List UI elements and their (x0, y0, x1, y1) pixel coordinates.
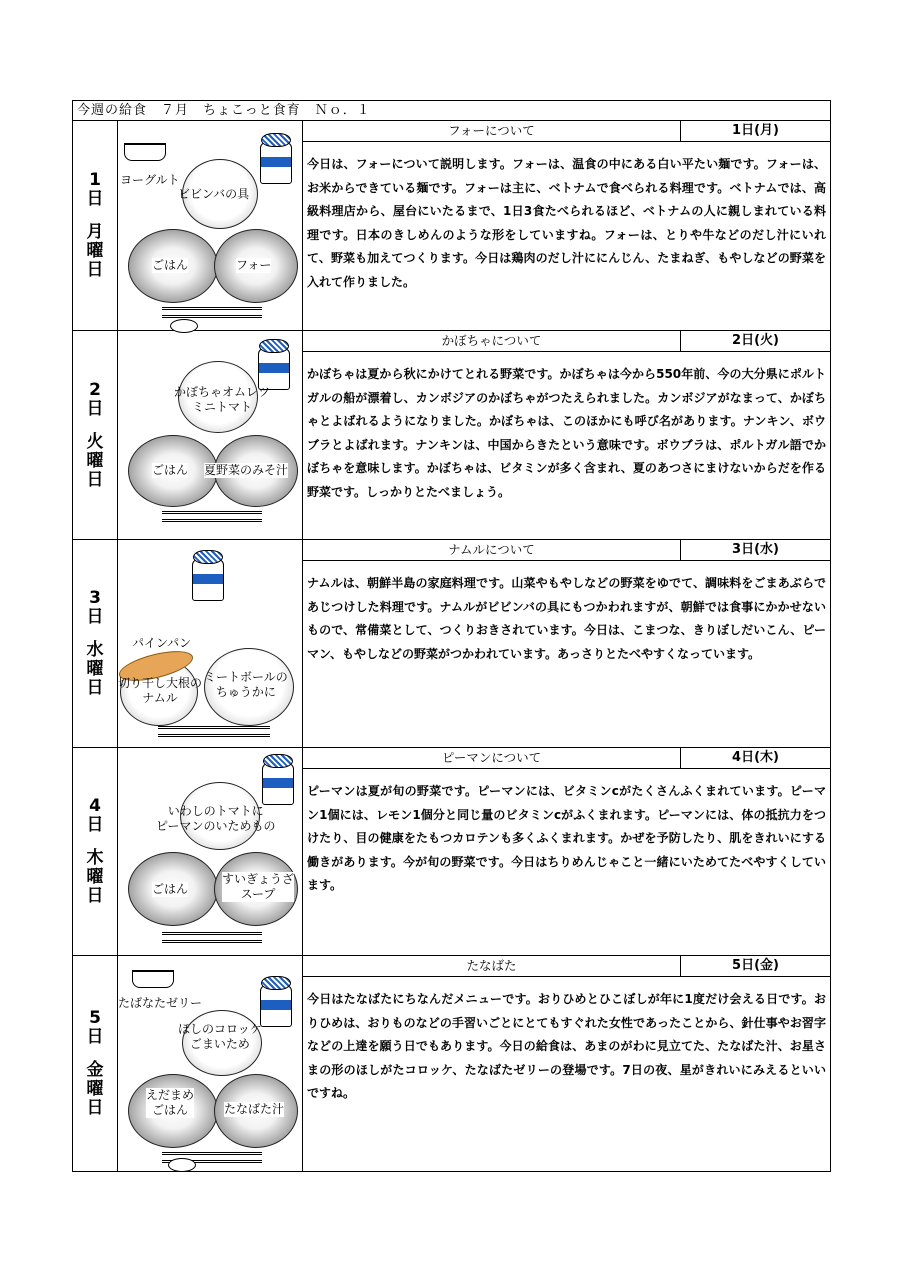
meal-illustration (118, 540, 303, 747)
menu-rice: ごはん (152, 882, 189, 896)
day-label (73, 121, 118, 330)
topic-date: 1日(月) (732, 123, 779, 138)
menu-side: かぼちゃオムレツ ミニトマト (174, 385, 271, 414)
weekday-char: 曜 (86, 659, 104, 679)
note-panel (303, 331, 830, 539)
menu-rice: ごはん (152, 258, 189, 272)
day-number: 5 (89, 1008, 101, 1028)
menu-extra: たばなたゼリー (118, 996, 203, 1010)
weekday-char: 月 (86, 222, 104, 242)
weekday-char: 日 (86, 886, 104, 906)
milk-bottle-icon (262, 754, 294, 806)
note-panel (303, 956, 830, 1171)
jelly-cup-icon (132, 970, 174, 988)
topic-bar (303, 331, 830, 352)
day-number: 2 (89, 379, 101, 400)
yogurt-cup-icon (124, 143, 166, 161)
milk-bottle-icon (260, 133, 292, 185)
weekday-char: 水 (86, 640, 104, 660)
menu-side: ほしのコロッケ ごまいため (178, 1022, 262, 1051)
menu-soup: すいぎょうざ スープ (222, 872, 295, 901)
spoon-icon (168, 1158, 196, 1172)
note-panel (303, 540, 830, 747)
topic-date: 2日(火) (732, 333, 779, 348)
weekday-char: 日 (86, 260, 104, 280)
menu-soup: たなばた汁 (224, 1102, 285, 1116)
topic-text: ピーマンは夏が旬の野菜です。ピーマンには、ビタミンcがたくさんふくまれています。ピーマン1個には、レモン1個分と同じ量のビタミンcがふくまれます。ピーマンには、体の抵抗力をつけたり、目の健康をたもつカロテンも多くふくまれます。かぜを予防したり、肌をきれいにする働きがあります。今が旬の野菜です。今日はちりめんじゃこと一緒にいためてたべやすくしています。 (307, 784, 826, 892)
menu-soup: 夏野菜のみそ汁 (204, 463, 289, 477)
day-unit: 日 (86, 815, 104, 835)
topic-date: 4日(木) (732, 750, 779, 765)
day-unit: 日 (86, 1027, 104, 1047)
chopsticks-icon (162, 519, 262, 522)
note-panel (303, 748, 830, 955)
meal-illustration (118, 121, 303, 330)
topic-text: かぼちゃは夏から秋にかけてとれる野菜です。かぼちゃは今から550年前、今の大分県にポルトガルの船が漂着し、カンボジアのかぼちゃがつたえられました。カンボジアがなまって、かぼちゃとよばれるようになりました。かぼちゃは、このほかにも呼び名があります。ナンキン、ボウブラとよばれます。ナンキンは、中国からきたという意味です。ボウブラは、ポルトガル語でかぼちゃを意味します。かぼちゃは、ビタミンが多く含まれ、夏のあつさにまけないからだを作る野菜です。しっかりとたべましょう。 (307, 367, 826, 499)
day-row-1 (73, 121, 830, 331)
menu-rice: ごはん (152, 463, 189, 477)
chopsticks-icon (162, 315, 262, 318)
topic-title: ナムルについて (303, 540, 681, 560)
topic-date: 3日(水) (732, 542, 779, 557)
menu-sheet (72, 100, 831, 1172)
menu-side: ビビンバの具 (178, 187, 250, 201)
topic-date: 5日(金) (732, 958, 779, 973)
day-number: 1 (89, 170, 101, 190)
milk-bottle-icon (258, 339, 290, 391)
page-title: 今週の給食 ７月 ちょこっと食育 Ｎｏ．１ (73, 101, 830, 121)
chopsticks-icon (158, 734, 270, 737)
meal-illustration (118, 331, 303, 539)
weekday-char: 日 (86, 678, 104, 698)
day-row-4 (73, 748, 830, 956)
weekday-char: 金 (86, 1060, 104, 1080)
menu-rice: えだまめ ごはん (146, 1088, 195, 1117)
topic-bar (303, 540, 830, 561)
chopsticks-icon (162, 1152, 262, 1155)
weekday-char: 火 (86, 431, 104, 452)
day-number: 4 (89, 796, 101, 816)
topic-bar (303, 956, 830, 977)
day-label (73, 540, 118, 747)
meal-illustration (118, 748, 303, 955)
day-label (73, 748, 118, 955)
menu-bread: パインパン (132, 636, 192, 650)
topic-title: かぼちゃについて (303, 331, 681, 351)
weekday-char: 曜 (86, 867, 104, 887)
chopsticks-icon (162, 932, 262, 935)
chopsticks-icon (158, 726, 270, 729)
day-label (73, 331, 118, 539)
note-panel (303, 121, 830, 330)
topic-text: 今日は、フォーについて説明します。フォーは、温食の中にある白い平たい麺です。フォーは、お米からできている麺です。フォーは主に、ベトナムで食べられる料理です。ベトナムでは、高級料理店から、屋台にいたるまで、1日3食たべられるほど、ベトナムの人に親しまれている料理です。日本のきしめんのような形をしていますね。フォーは、とりや牛などのだし汁にいれて、野菜も加えてつくります。今日は鶏肉のだし汁ににんじん、たまねぎ、もやしなどの野菜を入れて作りました。 (307, 157, 826, 289)
weekday-char: 曜 (86, 1079, 104, 1099)
day-row-5 (73, 956, 830, 1171)
day-unit: 日 (86, 607, 104, 627)
weekday-char: 曜 (86, 241, 104, 261)
topic-title: ピーマンについて (303, 748, 681, 768)
topic-text: ナムルは、朝鮮半島の家庭料理です。山菜やもやしなどの野菜をゆでて、調味料をごまあぶらであじつけした料理です。ナムルがビビンバの具にもつかわれますが、朝鮮では食事にかかせないもので、常備菜として、つくりおきされています。今日は、こまつな、きりぼしだいこん、ピーマン、もやしなどの野菜がつかわれています。あっさりとたべやすくなっています。 (307, 576, 826, 661)
chopsticks-icon (162, 940, 262, 943)
menu-soup: フォー (236, 258, 272, 272)
menu-side: 切り干し大根の ナムル (118, 676, 203, 705)
menu-side: いわしのトマトに ピーマンのいためもの (156, 804, 276, 833)
topic-bar (303, 748, 830, 769)
chopsticks-icon (162, 307, 262, 310)
day-label (73, 956, 118, 1171)
weekday-char: 日 (86, 1098, 104, 1118)
topic-bar (303, 121, 830, 142)
menu-soup: ミートボールの ちゅうかに (204, 670, 288, 699)
weekday-char: 木 (86, 848, 104, 868)
day-number: 3 (89, 588, 101, 608)
milk-bottle-icon (192, 550, 224, 602)
chopsticks-icon (162, 511, 262, 514)
day-unit: 日 (86, 398, 104, 419)
day-row-2 (73, 331, 830, 540)
milk-bottle-icon (260, 976, 292, 1028)
topic-title: フォーについて (303, 121, 681, 141)
menu-extra: ヨーグルト (120, 173, 180, 187)
topic-title: たなばた (303, 956, 681, 976)
day-unit: 日 (86, 189, 104, 209)
day-row-3 (73, 540, 830, 748)
weekday-char: 日 (86, 469, 104, 490)
meal-illustration (118, 956, 303, 1171)
weekday-char: 曜 (86, 450, 104, 471)
topic-text: 今日はたなばたにちなんだメニューです。おりひめとひこぼしが年に1度だけ会える日です。おりひめは、おりものなどの手習いごとにとてもすぐれた女性であったことから、針仕事やお習字などの上達を願う日でもあります。今日の給食は、あまのがわに見立てた、たなばた汁、お星さまの形のほしがたコロッケ、たなばたゼリーの登場です。7日の夜、星がきれいにみえるといいですね。 (307, 992, 826, 1100)
